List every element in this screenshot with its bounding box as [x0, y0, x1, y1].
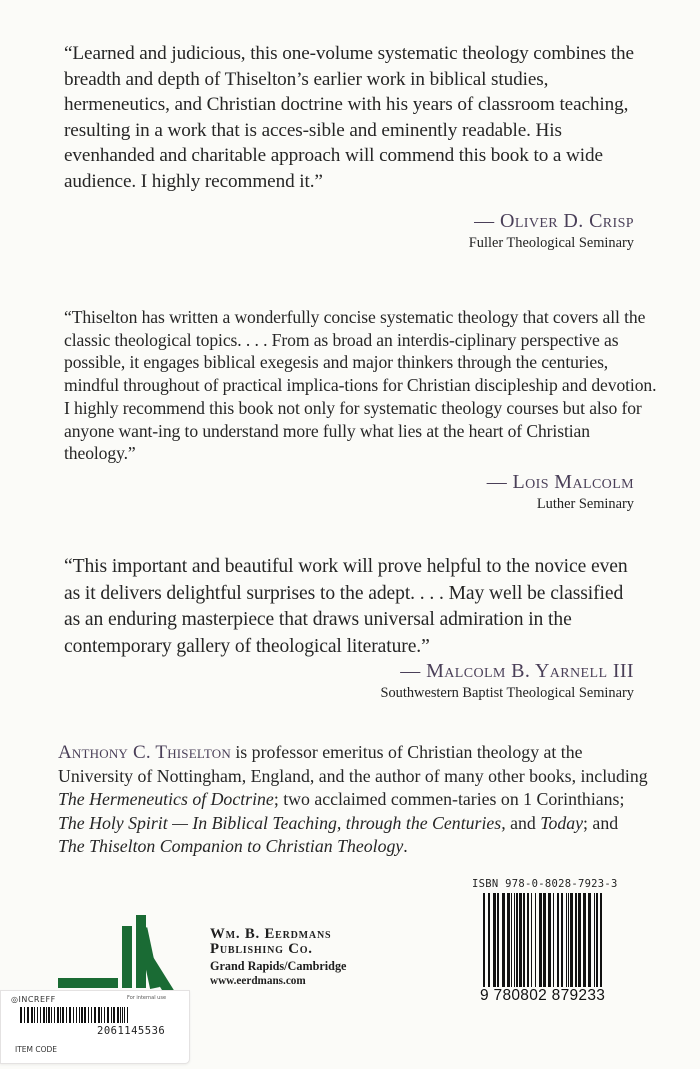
- book-title: The Thiselton Companion to Christian Theology: [58, 836, 404, 857]
- bio-text: and: [505, 812, 541, 833]
- endorser-institution: Luther Seminary: [536, 496, 634, 512]
- publisher-name-line1: Wm. B. Eerdmans: [210, 926, 332, 942]
- endorsement-attribution-3: [380, 660, 634, 702]
- barcode-gap: [128, 1007, 129, 1023]
- endorsement-attribution-2: [487, 471, 634, 513]
- isbn-label: ISBN 978-0-8028-7923-3: [472, 878, 618, 890]
- bio-text: .: [403, 836, 408, 857]
- endorser-institution: Fuller Theological Seminary: [468, 235, 634, 251]
- endorser-name: — Malcolm B. Yarnell III: [400, 660, 634, 682]
- publisher-location: Grand Rapids/Cambridge: [210, 959, 347, 973]
- ean-number: 9 780802 879233: [480, 987, 606, 1004]
- bio-text: ; and: [583, 812, 619, 833]
- endorsement-attribution-1: [469, 210, 634, 252]
- logo-book-lying: [58, 978, 118, 988]
- endorsement-quote-2: “Thiselton has written a wonderfully concise systematic theology that covers all the classic theological topics. . . . From as broad an interdis-ciplinary perspective as possible, it engages biblical exegesis and major thinkers through the centuries, mindful throughout of practical implica-tions for Christian discipleship and devotion. I highly recommend this book not only for systematic theology courses but also for anyone want-ing to understand more fully what lies at the heart of Christian theology.”: [64, 307, 657, 464]
- endorsement-quote-1: “Learned and judicious, this one-volume systematic theology combines the breadth and depth of Thiselton’s earlier work in biblical studies, hermeneutics, and Christian doctrine with his years of classroom teaching, resulting in a work that is acces-sible and eminently readable. His evenhanded and charitable approach will commend this book to a wide audience. I highly recommend it.”: [64, 43, 634, 192]
- author-name: Anthony C. Thiselton: [58, 742, 231, 763]
- logo-book-standing: [122, 926, 132, 988]
- author-bio: [58, 741, 648, 859]
- sticker-item-code-label: ITEM CODE: [15, 1045, 58, 1054]
- logo-books: [58, 915, 176, 993]
- publisher-website: www.eerdmans.com: [210, 975, 306, 987]
- book-title: Today: [540, 812, 584, 833]
- sticker-brand-text: INCREFF: [18, 995, 56, 1004]
- bio-text: is professor emeritus of Christian theology at the University of Nottingham, England, and the author of many other books, including: [58, 742, 648, 786]
- barcode-gap: [602, 893, 605, 993]
- endorser-institution: Southwestern Baptist Theological Seminary: [380, 685, 634, 701]
- bio-text: ; two acclaimed commen-taries on 1 Corinthians;: [273, 789, 625, 810]
- book-title: The Hermeneutics of Doctrine: [58, 789, 274, 810]
- sticker-brand: ◎INCREFF: [11, 995, 56, 1004]
- endorser-name: — Lois Malcolm: [486, 471, 634, 493]
- publisher-name-line2: Publishing Co.: [210, 941, 313, 957]
- sticker-note: For internal use: [127, 995, 167, 1001]
- sticker-item-code: 2061145536: [97, 1025, 166, 1037]
- retailer-sticker: [0, 990, 190, 1064]
- book-title: The Holy Spirit — In Biblical Teaching, through the Centuries,: [58, 812, 506, 833]
- endorser-name: — Oliver D. Crisp: [474, 210, 634, 232]
- sticker-barcode: [20, 1007, 166, 1023]
- publisher-info: [210, 927, 346, 989]
- endorsement-quote-3: “This important and beautiful work will prove helpful to the novice even as it delivers delightful surprises to the adept. . . . May well be classified as an enduring masterpiece that draws universal admiration in the contemporary gallery of theological literature.”: [64, 556, 628, 657]
- publisher-logo-icon: [58, 915, 200, 993]
- isbn-barcode: [483, 893, 605, 993]
